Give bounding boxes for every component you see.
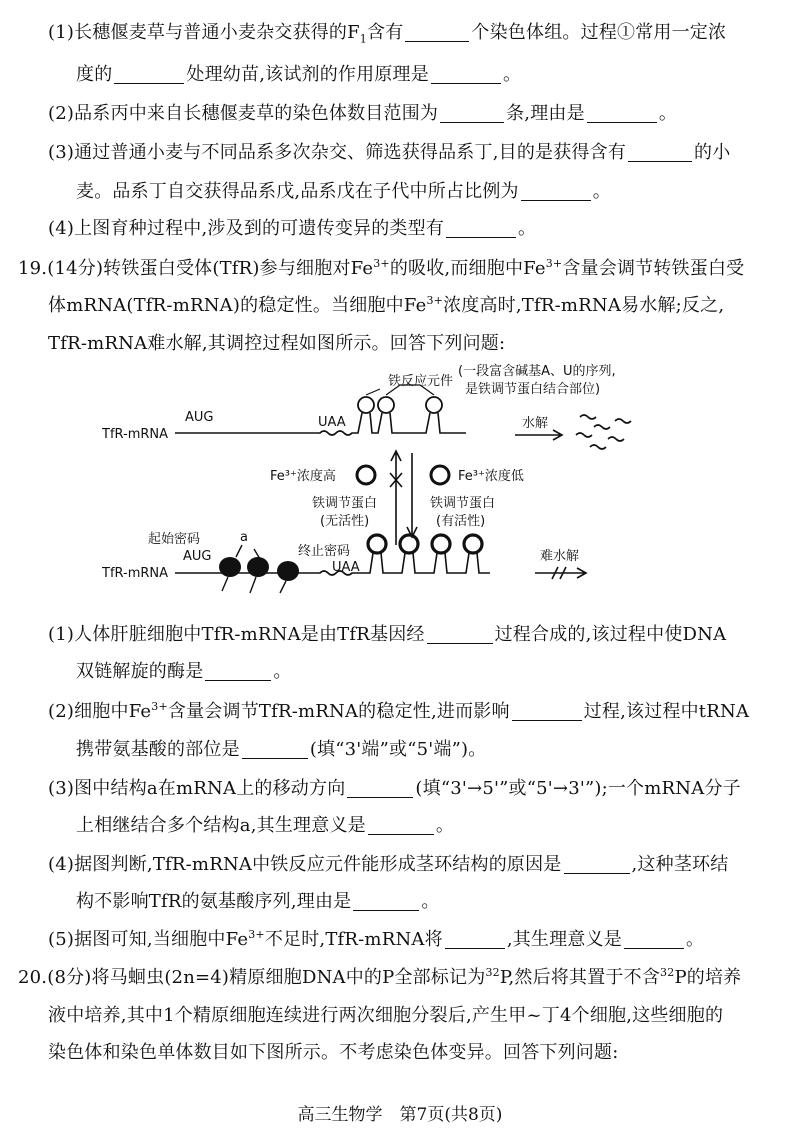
answer-blank[interactable] <box>368 816 434 835</box>
answer-blank[interactable] <box>445 930 505 949</box>
answer-blank[interactable] <box>624 930 684 949</box>
q19-intro-line1: 19.(14分)转铁蛋白受体(TfR)参与细胞对$Fe^{3+}$的吸收,而细胞中$Fe^{3+}$含量会调节转铁蛋白受 <box>18 257 745 279</box>
q19-part1-line1: (1)人体肝脏细胞中TfR-mRNA是由TfR基因经 过程合成的,该过程中使DNA <box>48 624 727 645</box>
q19-intro-line3: TfR-mRNA难水解,其调控过程如图所示。回答下列问题: <box>48 333 506 354</box>
tfr-mrna-regulation-diagram <box>90 355 730 595</box>
uaa-bottom: UAA <box>332 560 360 575</box>
q19-part5: (5)据图可知,当细胞中$Fe^{3+}$不足时,TfR-mRNA将 ,其生理意义是 。 <box>48 928 705 950</box>
q19-part2-line2: 携带氨基酸的部位是 (填“3'端”或“5'端”)。 <box>76 739 487 760</box>
irp-inactive-icon <box>357 466 375 484</box>
uaa-top: UAA <box>318 415 346 430</box>
answer-blank[interactable] <box>446 219 516 238</box>
ribosome-icon <box>219 557 241 577</box>
aug-bottom: AUG <box>183 549 212 564</box>
q18-part2: (2)品系丙中来自长穗偃麦草的染色体数目范围为 条,理由是 。 <box>48 103 678 124</box>
ire-label: 铁反应元件 <box>388 374 454 389</box>
rna-fragments-icon <box>576 415 631 449</box>
q19-intro-line2: 体mRNA(TfR-mRNA)的稳定性。当细胞中$Fe^{3+}$浓度高时,TfR-mRNA易水解;反之, <box>48 294 725 316</box>
fe-low-label: Fe³⁺浓度低 <box>458 469 524 484</box>
q19-part4-line2: 构不影响TfR的氨基酸序列,理由是 。 <box>76 891 440 912</box>
answer-blank[interactable] <box>353 892 419 911</box>
q18-part1-line2: 度的 处理幼苗,该试剂的作用原理是 。 <box>76 64 522 85</box>
answer-blank[interactable] <box>405 23 469 42</box>
answer-blank[interactable] <box>512 702 582 721</box>
q20-line2: 液中培养,其中1个精原细胞连续进行两次细胞分裂后,产生甲~丁4个细胞,这些细胞的 <box>48 1005 724 1026</box>
a-label: a <box>240 530 248 545</box>
mrna-label-top: TfR-mRNA <box>102 427 169 442</box>
answer-blank[interactable] <box>440 104 504 123</box>
ribosome-icon <box>277 561 299 581</box>
irp-active-icon <box>431 466 449 484</box>
stem-loop-icon <box>378 397 394 413</box>
q19-part1-line2: 双链解旋的酶是 。 <box>76 661 292 682</box>
no-hydrolysis-label: 难水解 <box>540 549 580 564</box>
irp-active-label2: (有活性) <box>436 514 486 529</box>
answer-blank[interactable] <box>347 779 413 798</box>
q19-part2-line1: (2)细胞中$Fe^{3+}$含量会调节TfR-mRNA的稳定性,进而影响 过程,该过程中tRNA <box>48 700 750 722</box>
aug-top: AUG <box>185 410 214 425</box>
fe-high-label: Fe³⁺浓度高 <box>270 469 336 484</box>
stop-codon-label: 终止密码 <box>298 544 351 559</box>
page-footer: 高三生物学 第7页(共8页) <box>297 1105 503 1125</box>
irp-inactive-label2: (无活性) <box>320 514 370 529</box>
q19-part3-line2: 上相继结合多个结构a,其生理意义是 。 <box>76 815 455 836</box>
answer-blank[interactable] <box>628 143 692 162</box>
q20-line1: 20.(8分)将马蛔虫(2n=4)精原细胞DNA中的P全部标记为$^{32}$P,然后将其置于不含$^{32}$P的培养 <box>18 966 742 988</box>
ire-note-line2: 是铁调节蛋白结合部位) <box>465 382 601 397</box>
mrna-label-bottom: TfR-mRNA <box>102 566 169 581</box>
blocked-arrow-icon <box>535 567 586 579</box>
irp-inactive-label1: 铁调节蛋白 <box>312 496 378 511</box>
answer-blank[interactable] <box>427 625 493 644</box>
q18-part1-line1: (1)长穗偃麦草与普通小麦杂交获得的$F_1$含有 个染色体组。过程①常用一定浓 <box>48 22 727 46</box>
q20-line3: 染色体和染色单体数目如下图所示。不考虑染色体变异。回答下列问题: <box>48 1042 619 1063</box>
answer-blank[interactable] <box>521 182 591 201</box>
answer-blank[interactable] <box>564 855 630 874</box>
answer-blank[interactable] <box>587 104 657 123</box>
answer-blank[interactable] <box>205 662 271 681</box>
stem-loop-bound-icon <box>400 535 418 553</box>
hydrolysis-arrow-icon <box>515 430 562 440</box>
answer-blank[interactable] <box>114 65 184 84</box>
ire-note-line1: (一段富含碱基A、U的序列, <box>458 364 616 379</box>
q18-part3-line1: (3)通过普通小麦与不同品系多次杂交、筛选获得品系丁,目的是获得含有 的小 <box>48 142 731 163</box>
q19-part4-line1: (4)据图判断,TfR-mRNA中铁反应元件能形成茎环结构的原因是 ,这种茎环结 <box>48 854 729 875</box>
stem-loop-bound-icon <box>464 535 482 553</box>
q18-part3-line2: 麦。品系丁自交获得品系戊,品系戊在子代中所占比例为 。 <box>76 181 611 202</box>
ribosome-icon <box>247 557 269 577</box>
stem-loop-icon <box>426 397 442 413</box>
stem-loop-icon <box>358 397 374 413</box>
start-codon-label: 起始密码 <box>148 532 201 547</box>
up-arrow-icon <box>391 451 401 545</box>
irp-active-label1: 铁调节蛋白 <box>430 496 496 511</box>
q18-part4: (4)上图育种过程中,涉及到的可遗传变异的类型有 。 <box>48 218 537 239</box>
answer-blank[interactable] <box>431 65 501 84</box>
down-arrow-icon <box>407 453 417 537</box>
q19-part3-line1: (3)图中结构a在mRNA上的移动方向 (填“3'→5'”或“5'→3'”);一个mRNA分子 <box>48 778 741 799</box>
stem-loop-bound-icon <box>368 535 386 553</box>
hydrolysis-label: 水解 <box>522 416 549 431</box>
answer-blank[interactable] <box>242 740 308 759</box>
stem-loop-bound-icon <box>432 535 450 553</box>
